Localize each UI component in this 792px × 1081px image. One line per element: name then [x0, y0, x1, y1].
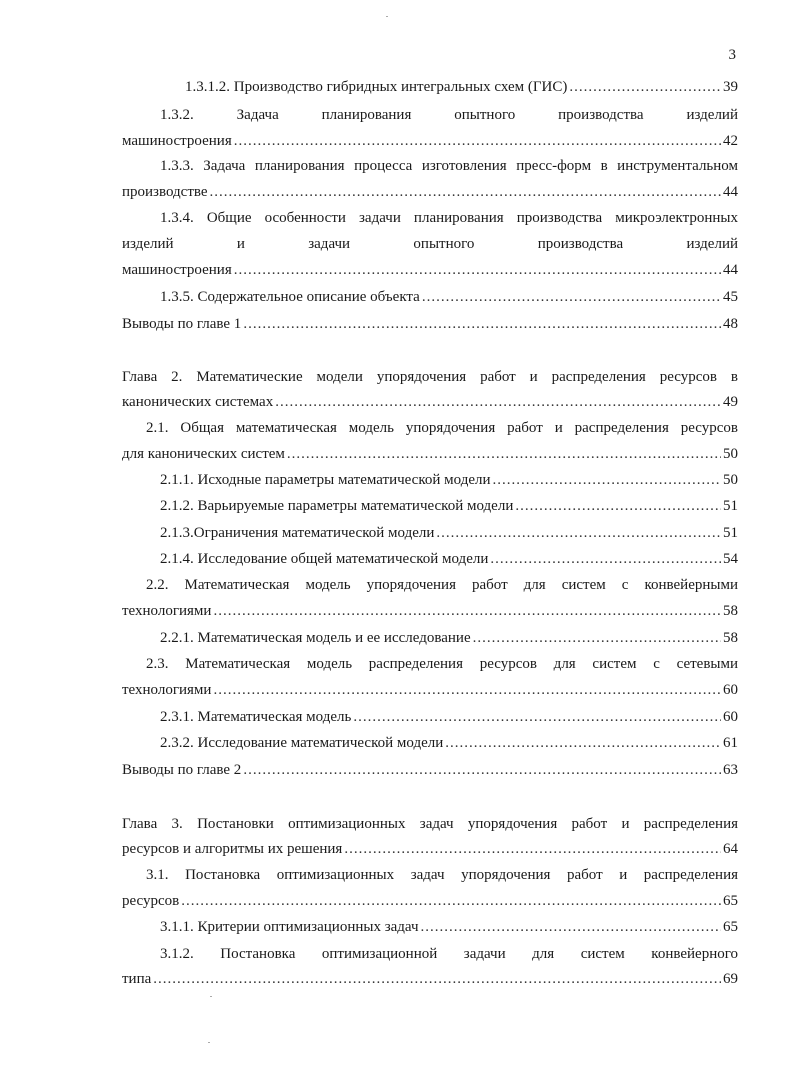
toc-entry-title: машиностроения	[122, 262, 232, 278]
toc-entry-2-1-1	[160, 471, 738, 489]
toc-entry-2-1-3	[160, 524, 738, 542]
toc-entry-conclusions-1	[122, 315, 738, 333]
toc-entry-page: 58	[723, 630, 738, 646]
toc-entry-page: 49	[723, 394, 738, 410]
toc-entry-1-3-4-line2: изделий и задачи опытного производства изделий	[122, 236, 738, 252]
toc-entry-page: 50	[723, 446, 738, 462]
toc-entry-1-3-2-line1: 1.3.2. Задача планирования опытного производства изделий	[160, 107, 738, 123]
toc-entry-title: 2.1.2. Варьируемые параметры математической модели	[160, 498, 514, 514]
toc-entry-chapter-3-line1: Глава 3. Постановки оптимизационных задач упорядочения работ и распределения	[122, 816, 738, 832]
toc-entry-title: технологиями	[122, 682, 212, 698]
toc-entry-1-3-3-line1: 1.3.3. Задача планирования процесса изготовления пресс-форм в инструментальном	[160, 158, 738, 174]
toc-entry-title: производстве	[122, 184, 208, 200]
toc-entry-page: 69	[723, 971, 738, 987]
toc-entry-2-2-line1: 2.2. Математическая модель упорядочения работ для систем с конвейерными	[146, 577, 738, 593]
toc-entry-2-2-line2	[122, 602, 738, 620]
toc-entry-page: 44	[723, 184, 738, 200]
toc-entry-page: 60	[723, 682, 738, 698]
toc-entry-title: 2.3.2. Исследование математической модели	[160, 735, 444, 751]
toc-entry-title: 2.3.1. Математическая модель	[160, 709, 352, 725]
toc-entry-chapter-3-line2	[122, 840, 738, 858]
toc-entry-title: Выводы по главе 1	[122, 316, 242, 332]
toc-entry-title: 1.3.1.2. Производство гибридных интегральных схем (ГИС)	[185, 79, 568, 95]
toc-entry-2-1-4	[160, 550, 738, 568]
toc-entry-title: 2.2.1. Математическая модель и ее исследование	[160, 630, 471, 646]
toc-entry-title: 3.1.1. Критерии оптимизационных задач	[160, 919, 419, 935]
toc-entry-title: канонических системах	[122, 394, 274, 410]
toc-entry-page: 50	[723, 472, 738, 488]
toc-entry-page: 64	[723, 841, 738, 857]
toc-entry-title: для канонических систем	[122, 446, 285, 462]
scan-speck	[208, 1042, 210, 1043]
toc-entry-1-3-3-line2	[122, 183, 738, 201]
toc-entry-2-1-2	[160, 497, 738, 515]
toc-entry-title: ресурсов и алгоритмы их решения	[122, 841, 343, 857]
toc-entry-title: машиностроения	[122, 133, 232, 149]
toc-entry-3-1-2-line2	[122, 970, 738, 988]
toc-entry-page: 58	[723, 603, 738, 619]
scan-speck	[210, 996, 212, 997]
toc-entry-page: 39	[723, 79, 738, 95]
toc-entry-page: 61	[723, 735, 738, 751]
toc-entry-page: 51	[723, 525, 738, 541]
toc-entry-2-3-2	[160, 734, 738, 752]
toc-entry-1-3-5	[160, 288, 738, 306]
toc-entry-page: 65	[723, 893, 738, 909]
toc-entry-page: 51	[723, 498, 738, 514]
toc-entry-page: 48	[723, 316, 738, 332]
toc-entry-page: 44	[723, 262, 738, 278]
toc-entry-3-1-line2	[122, 892, 738, 910]
toc-entry-2-3-line1: 2.3. Математическая модель распределения ресурсов для систем с сетевыми	[146, 656, 738, 672]
toc-entry-page: 54	[723, 551, 738, 567]
toc-entry-1-3-4-line3	[122, 261, 738, 279]
toc-entry-1-3-2-line2	[122, 132, 738, 150]
toc-entry-page: 60	[723, 709, 738, 725]
toc-entry-page: 45	[723, 289, 738, 305]
toc-entry-conclusions-2	[122, 761, 738, 779]
toc-entry-1-3-1-2	[185, 78, 738, 96]
toc-entry-title: технологиями	[122, 603, 212, 619]
scan-speck	[386, 16, 388, 17]
toc-entry-3-1-2-line1: 3.1.2. Постановка оптимизационной задачи для систем конвейерного	[160, 946, 738, 962]
toc-entry-1-3-4-line1: 1.3.4. Общие особенности задачи планирования производства микроэлектронных	[160, 210, 738, 226]
toc-entry-2-1-line1: 2.1. Общая математическая модель упорядочения работ и распределения ресурсов	[146, 420, 738, 436]
toc-entry-chapter-2-line1: Глава 2. Математические модели упорядочения работ и распределения ресурсов в	[122, 369, 738, 385]
toc-entry-3-1-1	[160, 918, 738, 936]
toc-entry-2-3-line2	[122, 681, 738, 699]
toc-entry-page: 42	[723, 133, 738, 149]
toc-entry-page: 65	[723, 919, 738, 935]
toc-entry-title: 2.1.4. Исследование общей математической модели	[160, 551, 489, 567]
toc-entry-3-1-line1: 3.1. Постановка оптимизационных задач упорядочения работ и распределения	[146, 867, 738, 883]
toc-entry-title: 2.1.3.Ограничения математической модели	[160, 525, 435, 541]
toc-entry-title: 2.1.1. Исходные параметры математической модели	[160, 472, 491, 488]
toc-entry-page: 63	[723, 762, 738, 778]
toc-entry-title: типа	[122, 971, 152, 987]
toc-entry-2-3-1	[160, 708, 738, 726]
toc-entry-2-1-line2	[122, 445, 738, 463]
toc-entry-2-2-1	[160, 629, 738, 647]
toc-entry-title: Выводы по главе 2	[122, 762, 242, 778]
toc-entry-title: 1.3.5. Содержательное описание объекта	[160, 289, 420, 305]
toc-entry-chapter-2-line2	[122, 393, 738, 411]
toc-entry-title: ресурсов	[122, 893, 180, 909]
page-number: 3	[728, 47, 736, 63]
